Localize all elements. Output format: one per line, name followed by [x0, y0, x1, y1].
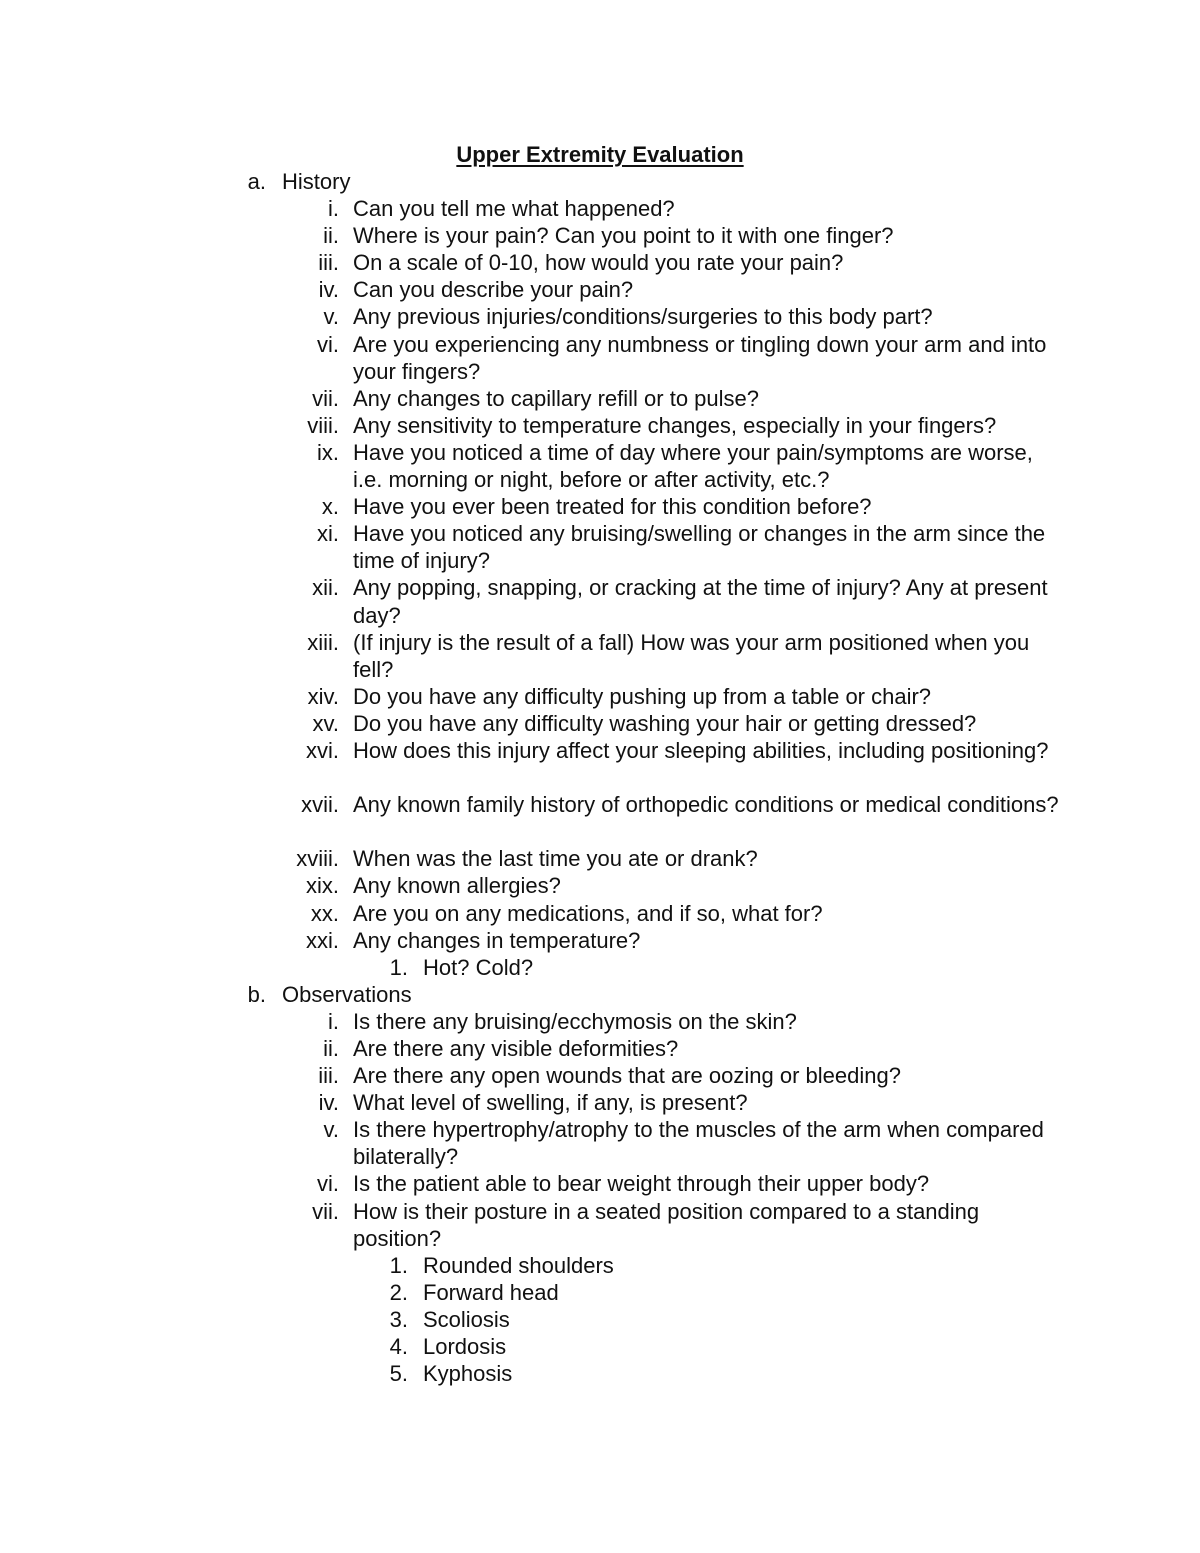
list-marker: x.	[321, 494, 339, 520]
list-marker: 5.	[389, 1361, 408, 1387]
list-marker: a.	[247, 169, 266, 194]
list-item-text: Have you ever been treated for this condition before?	[353, 494, 872, 520]
list-marker: xviii.	[296, 846, 339, 872]
list-item-text: Observations	[282, 981, 412, 1007]
list-marker: viii.	[307, 412, 339, 438]
list-item-text: Is there any bruising/ecchymosis on the skin?	[353, 1008, 797, 1034]
section-heading	[0, 981, 1200, 1008]
list-item-text: Any known allergies?	[353, 873, 561, 899]
list-item	[0, 1008, 1200, 1035]
list-item-text: On a scale of 0-10, how would you rate your pain?	[353, 250, 844, 276]
list-marker: vi.	[317, 331, 339, 357]
list-item	[0, 222, 1200, 249]
list-marker: ix.	[317, 439, 339, 465]
list-item-text: How is their posture in a seated position compared to a standing position?	[353, 1198, 980, 1251]
list-marker: xi.	[317, 521, 339, 547]
list-item	[0, 574, 1200, 628]
list-item	[0, 249, 1200, 276]
list-item-text: (If injury is the result of a fall) How was your arm positioned when you fell?	[353, 629, 1030, 682]
list-marker: xiii.	[307, 629, 339, 655]
list-item	[0, 385, 1200, 412]
list-item	[0, 1062, 1200, 1089]
list-item-text: Hot? Cold?	[423, 954, 534, 980]
list-item-text: Is the patient able to bear weight through their upper body?	[353, 1171, 930, 1197]
list-item-text: When was the last time you ate or drank?	[353, 846, 758, 872]
list-item	[0, 791, 1200, 845]
list-marker: 1.	[389, 1252, 408, 1278]
list-marker: ii.	[323, 1036, 339, 1061]
list-marker: 4.	[389, 1334, 408, 1360]
list-marker: xx.	[310, 900, 339, 926]
sub-list-item	[0, 1252, 1200, 1279]
list-marker: iv.	[318, 277, 339, 303]
list-item	[0, 900, 1200, 927]
list-marker: iii.	[318, 250, 339, 276]
sub-list-item	[0, 1279, 1200, 1306]
list-item-text: Any known family history of orthopedic conditions or medical conditions?	[353, 792, 1059, 818]
list-item-text: How does this injury affect your sleeping abilities, including positioning?	[353, 737, 1049, 763]
list-item	[0, 493, 1200, 520]
list-marker: v.	[323, 304, 339, 330]
sub-list-item	[0, 1333, 1200, 1360]
list-item	[0, 412, 1200, 439]
list-marker: xii.	[312, 575, 339, 601]
list-item-text: Can you tell me what happened?	[353, 196, 675, 222]
list-item	[0, 1089, 1200, 1116]
list-item	[0, 710, 1200, 737]
list-item-text: Are you experiencing any numbness or tingling down your arm and into your fingers?	[353, 331, 1047, 384]
list-marker: 2.	[389, 1279, 408, 1305]
list-marker: 3.	[389, 1306, 408, 1332]
list-marker: iv.	[318, 1090, 339, 1116]
list-marker: v.	[323, 1117, 339, 1143]
list-item-text: Any changes to capillary refill or to pulse?	[353, 385, 759, 411]
list-marker: vii.	[312, 1198, 339, 1224]
page-title: Upper Extremity Evaluation	[456, 142, 744, 167]
list-item-text: Is there hypertrophy/atrophy to the muscles of the arm when compared bilaterally?	[353, 1117, 1044, 1170]
list-item	[0, 1198, 1200, 1252]
list-item	[0, 845, 1200, 872]
list-item-text: Are you on any medications, and if so, what for?	[353, 900, 823, 926]
list-item	[0, 303, 1200, 330]
list-item-text: Any sensitivity to temperature changes, especially in your fingers?	[353, 412, 997, 438]
list-marker: xvii.	[301, 792, 339, 818]
list-marker: xxi.	[306, 927, 339, 953]
list-item-text: Where is your pain? Can you point to it with one finger?	[353, 223, 894, 249]
list-item-text: What level of swelling, if any, is present?	[353, 1090, 748, 1116]
list-marker: i.	[328, 196, 339, 222]
list-item-text: Can you describe your pain?	[353, 277, 634, 303]
sub-list-item	[0, 1306, 1200, 1333]
sub-list-item	[0, 954, 1200, 981]
evaluation-outline	[0, 168, 1200, 1387]
list-item-text: Any popping, snapping, or cracking at the time of injury? Any at present day?	[353, 575, 1048, 628]
list-marker: xv.	[312, 710, 339, 736]
list-item-text: Forward head	[423, 1279, 559, 1305]
list-item-text: Any previous injuries/conditions/surgeries to this body part?	[353, 304, 933, 330]
list-item	[0, 629, 1200, 683]
list-item	[0, 683, 1200, 710]
list-item	[0, 1035, 1200, 1062]
list-item-text: Rounded shoulders	[423, 1252, 614, 1278]
list-item-text: Are there any open wounds that are oozing or bleeding?	[353, 1063, 901, 1089]
list-item-text: Scoliosis	[423, 1306, 510, 1332]
list-item-text: Have you noticed any bruising/swelling or changes in the arm since the time of injury?	[353, 521, 1046, 574]
list-item	[0, 520, 1200, 574]
list-item-text: Do you have any difficulty washing your hair or getting dressed?	[353, 710, 977, 736]
list-marker: iii.	[318, 1063, 339, 1089]
list-item	[0, 1170, 1200, 1197]
list-item-text: Any changes in temperature?	[353, 927, 641, 953]
list-marker: xix.	[306, 873, 339, 899]
list-item	[0, 195, 1200, 222]
list-item-text: Do you have any difficulty pushing up from a table or chair?	[353, 683, 932, 709]
sub-list-item	[0, 1360, 1200, 1387]
list-marker: ii.	[323, 223, 339, 249]
list-marker: xvi.	[306, 737, 339, 763]
list-marker: 1.	[389, 954, 408, 980]
list-item	[0, 276, 1200, 303]
list-item-text: History	[282, 169, 351, 194]
list-marker: xiv.	[307, 683, 339, 709]
list-marker: b.	[247, 981, 266, 1007]
list-item-text: Are there any visible deformities?	[353, 1036, 679, 1061]
list-marker: vi.	[317, 1171, 339, 1197]
list-item	[0, 737, 1200, 791]
list-marker: vii.	[312, 385, 339, 411]
list-item	[0, 439, 1200, 493]
section-heading	[0, 168, 1200, 195]
list-item	[0, 331, 1200, 385]
list-item-text: Lordosis	[423, 1334, 507, 1360]
list-marker: i.	[328, 1008, 339, 1034]
list-item	[0, 872, 1200, 899]
list-item-text: Kyphosis	[423, 1361, 513, 1387]
list-item	[0, 1116, 1200, 1170]
list-item-text: Have you noticed a time of day where your pain/symptoms are worse, i.e. morning or night, before or after activity, etc.?	[353, 439, 1033, 493]
list-item	[0, 927, 1200, 954]
